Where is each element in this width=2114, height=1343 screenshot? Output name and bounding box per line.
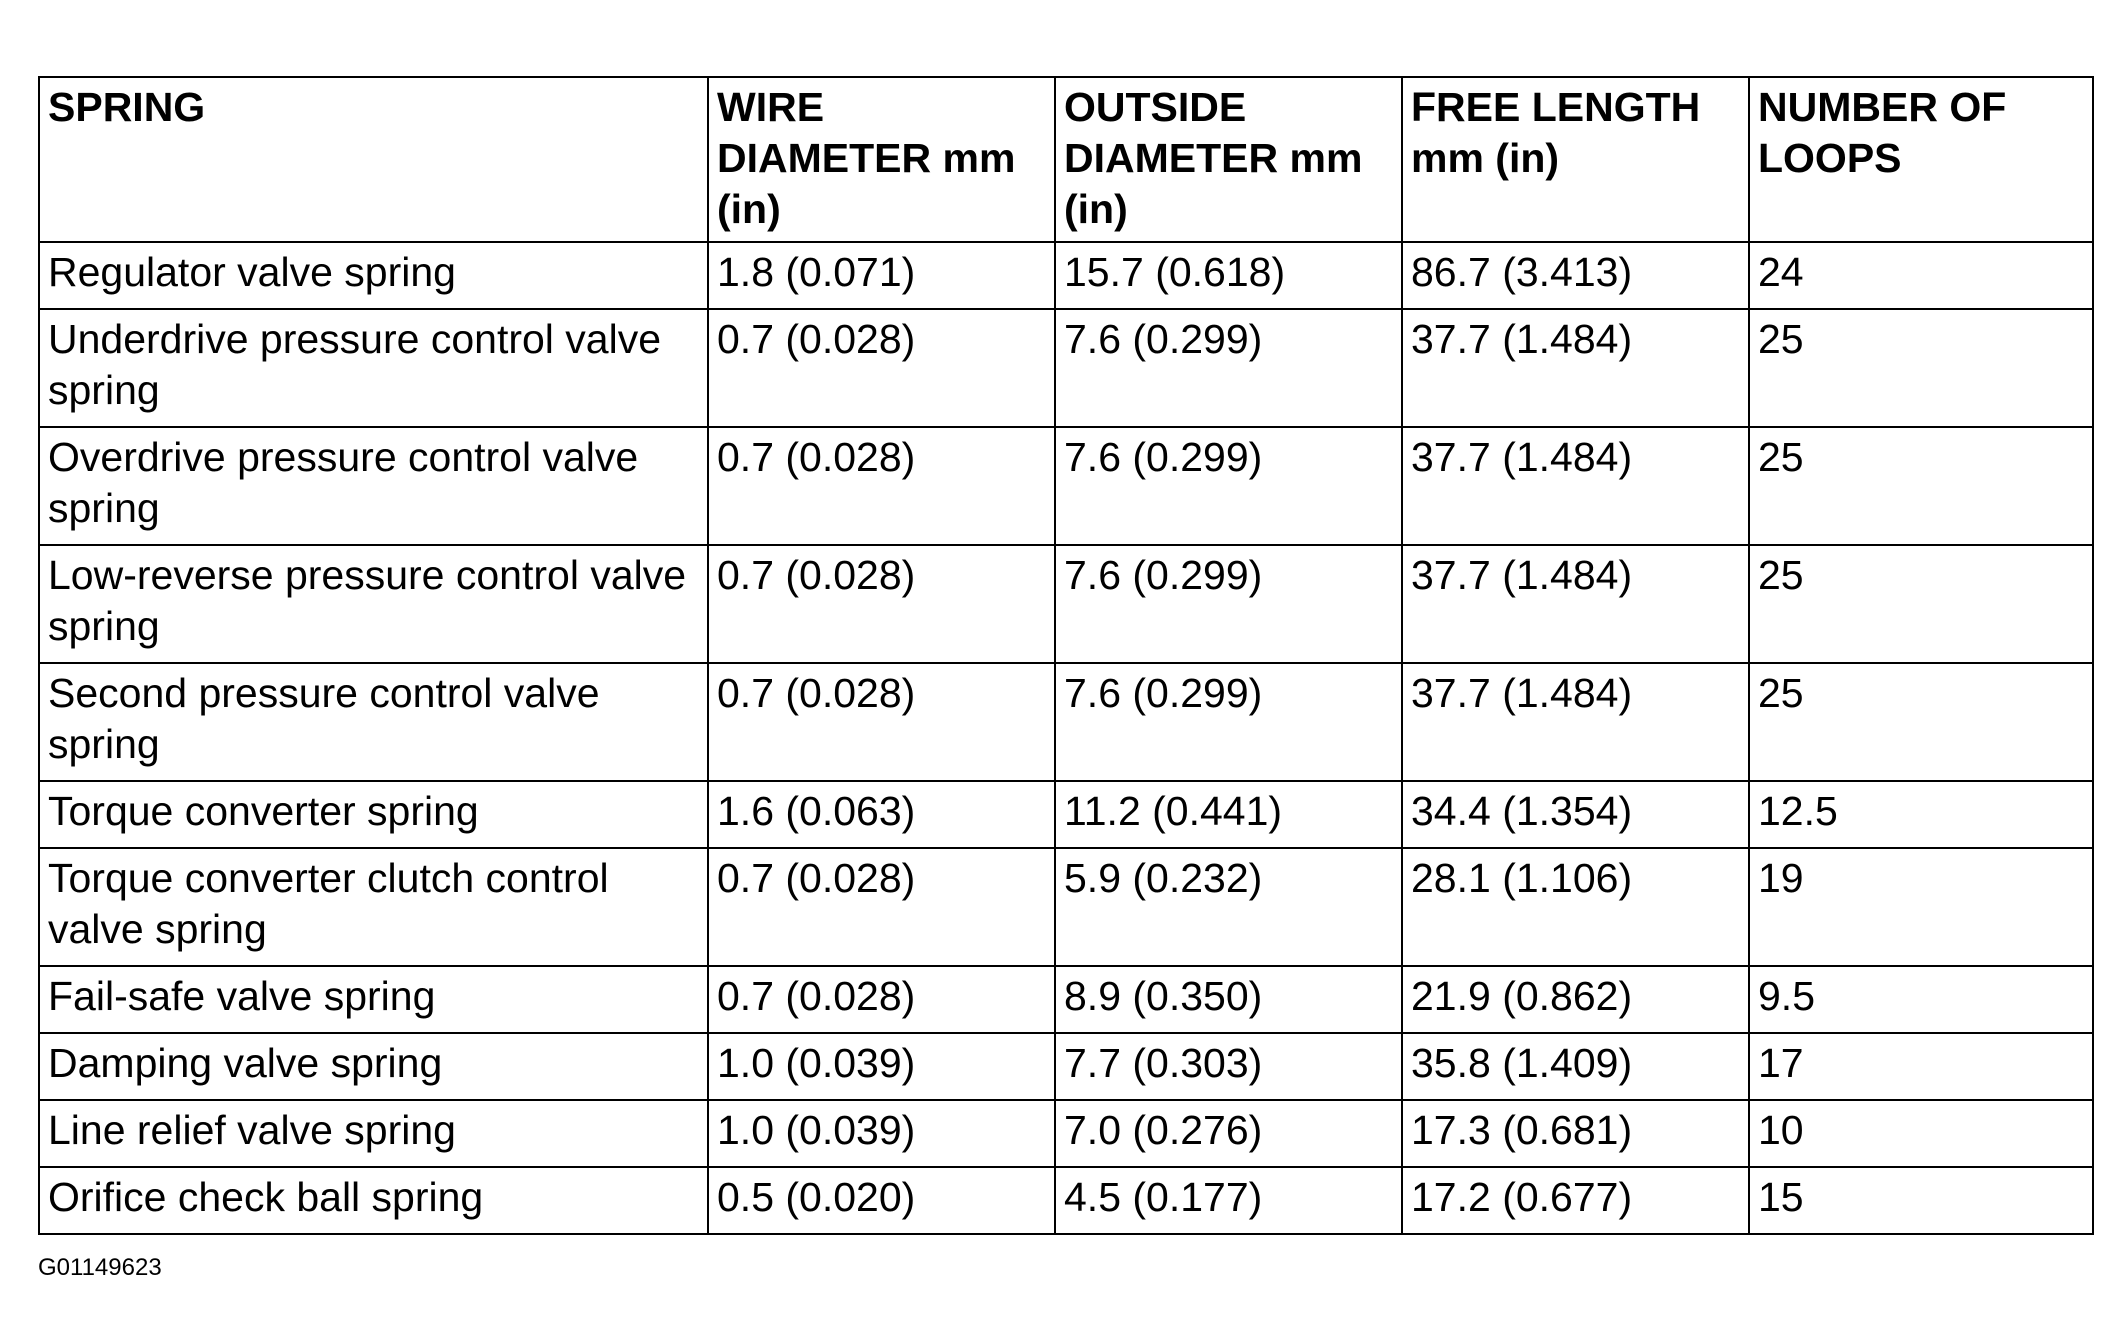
table-row xyxy=(39,427,2093,545)
number-of-loops-cell: 25 xyxy=(1749,545,2093,663)
wire-diameter-cell: 0.7 (0.028) xyxy=(708,848,1055,966)
outside-diameter-cell: 8.9 (0.350) xyxy=(1055,966,1402,1033)
spring-name-cell: Low-reverse pressure control valve spring xyxy=(39,545,708,663)
spring-name-cell: Damping valve spring xyxy=(39,1033,708,1100)
number-of-loops-cell: 12.5 xyxy=(1749,781,2093,848)
number-of-loops-cell: 25 xyxy=(1749,309,2093,427)
wire-diameter-cell: 0.7 (0.028) xyxy=(708,309,1055,427)
outside-diameter-cell: 7.6 (0.299) xyxy=(1055,309,1402,427)
wire-diameter-cell: 0.7 (0.028) xyxy=(708,966,1055,1033)
number-of-loops-cell: 24 xyxy=(1749,242,2093,309)
wire-diameter-cell: 0.5 (0.020) xyxy=(708,1167,1055,1234)
outside-diameter-cell: 7.6 (0.299) xyxy=(1055,545,1402,663)
wire-diameter-cell: 0.7 (0.028) xyxy=(708,545,1055,663)
number-of-loops-cell: 9.5 xyxy=(1749,966,2093,1033)
header-number-of-loops: NUMBER OF LOOPS xyxy=(1749,77,2093,242)
free-length-cell: 21.9 (0.862) xyxy=(1402,966,1749,1033)
free-length-cell: 28.1 (1.106) xyxy=(1402,848,1749,966)
wire-diameter-cell: 0.7 (0.028) xyxy=(708,663,1055,781)
outside-diameter-cell: 7.6 (0.299) xyxy=(1055,663,1402,781)
table-row xyxy=(39,781,2093,848)
spring-name-cell: Regulator valve spring xyxy=(39,242,708,309)
number-of-loops-cell: 25 xyxy=(1749,427,2093,545)
free-length-cell: 35.8 (1.409) xyxy=(1402,1033,1749,1100)
free-length-cell: 17.2 (0.677) xyxy=(1402,1167,1749,1234)
outside-diameter-cell: 4.5 (0.177) xyxy=(1055,1167,1402,1234)
free-length-cell: 34.4 (1.354) xyxy=(1402,781,1749,848)
spring-name-cell: Line relief valve spring xyxy=(39,1100,708,1167)
number-of-loops-cell: 17 xyxy=(1749,1033,2093,1100)
free-length-cell: 37.7 (1.484) xyxy=(1402,427,1749,545)
spring-name-cell: Underdrive pressure control valve spring xyxy=(39,309,708,427)
spring-specifications-table xyxy=(38,76,2094,1235)
spring-name-cell: Torque converter clutch control valve spring xyxy=(39,848,708,966)
spring-name-cell: Orifice check ball spring xyxy=(39,1167,708,1234)
wire-diameter-cell: 1.0 (0.039) xyxy=(708,1100,1055,1167)
figure-id-label: G01149623 xyxy=(38,1254,162,1281)
table-row xyxy=(39,1100,2093,1167)
outside-diameter-cell: 7.7 (0.303) xyxy=(1055,1033,1402,1100)
table-row xyxy=(39,966,2093,1033)
header-outside-diameter: OUTSIDE DIAMETER mm (in) xyxy=(1055,77,1402,242)
spring-name-cell: Overdrive pressure control valve spring xyxy=(39,427,708,545)
wire-diameter-cell: 1.8 (0.071) xyxy=(708,242,1055,309)
number-of-loops-cell: 10 xyxy=(1749,1100,2093,1167)
header-wire-diameter: WIRE DIAMETER mm (in) xyxy=(708,77,1055,242)
table-header-row xyxy=(39,77,2093,242)
outside-diameter-cell: 7.0 (0.276) xyxy=(1055,1100,1402,1167)
number-of-loops-cell: 15 xyxy=(1749,1167,2093,1234)
spring-name-cell: Fail-safe valve spring xyxy=(39,966,708,1033)
outside-diameter-cell: 5.9 (0.232) xyxy=(1055,848,1402,966)
number-of-loops-cell: 25 xyxy=(1749,663,2093,781)
table-row xyxy=(39,848,2093,966)
free-length-cell: 86.7 (3.413) xyxy=(1402,242,1749,309)
spring-name-cell: Second pressure control valve spring xyxy=(39,663,708,781)
table-row xyxy=(39,309,2093,427)
free-length-cell: 37.7 (1.484) xyxy=(1402,663,1749,781)
free-length-cell: 17.3 (0.681) xyxy=(1402,1100,1749,1167)
outside-diameter-cell: 7.6 (0.299) xyxy=(1055,427,1402,545)
table-row xyxy=(39,1033,2093,1100)
wire-diameter-cell: 1.6 (0.063) xyxy=(708,781,1055,848)
free-length-cell: 37.7 (1.484) xyxy=(1402,309,1749,427)
table-row xyxy=(39,242,2093,309)
table-row xyxy=(39,545,2093,663)
wire-diameter-cell: 1.0 (0.039) xyxy=(708,1033,1055,1100)
header-free-length: FREE LENGTH mm (in) xyxy=(1402,77,1749,242)
header-spring: SPRING xyxy=(39,77,708,242)
free-length-cell: 37.7 (1.484) xyxy=(1402,545,1749,663)
outside-diameter-cell: 11.2 (0.441) xyxy=(1055,781,1402,848)
table-row xyxy=(39,663,2093,781)
table-row xyxy=(39,1167,2093,1234)
wire-diameter-cell: 0.7 (0.028) xyxy=(708,427,1055,545)
number-of-loops-cell: 19 xyxy=(1749,848,2093,966)
outside-diameter-cell: 15.7 (0.618) xyxy=(1055,242,1402,309)
spring-name-cell: Torque converter spring xyxy=(39,781,708,848)
